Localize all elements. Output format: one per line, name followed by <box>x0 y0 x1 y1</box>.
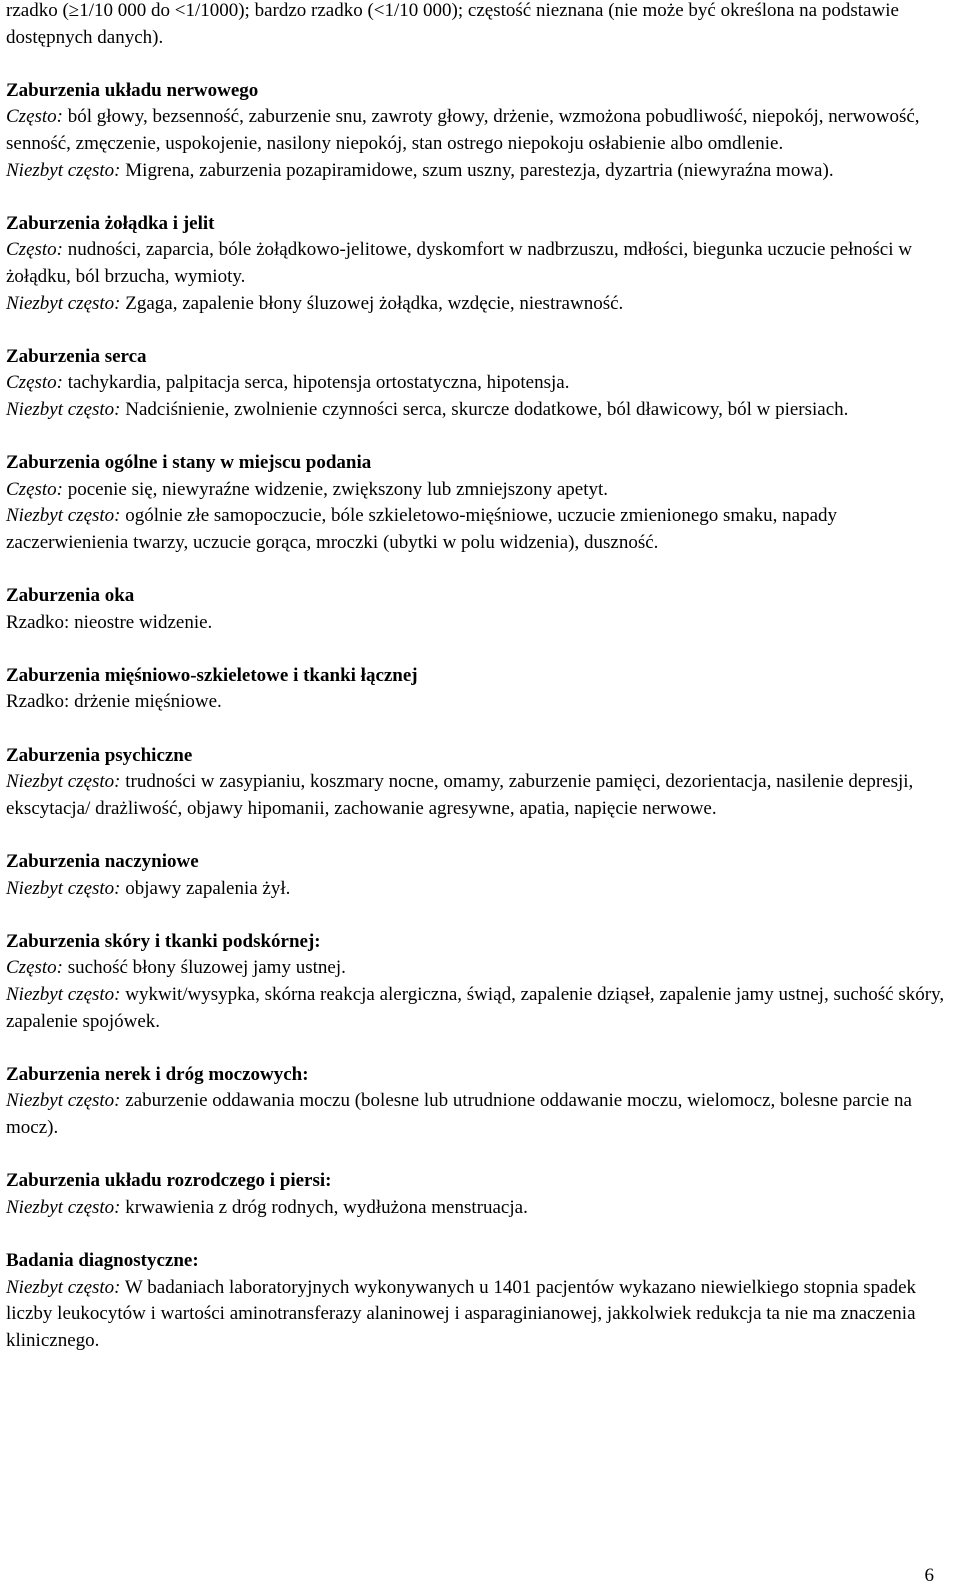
section-heading: Zaburzenia nerek i dróg moczowych: <box>6 1063 309 1085</box>
frequency-text: suchość błony śluzowej jamy ustnej. <box>63 957 346 979</box>
frequency-line <box>6 397 951 424</box>
section <box>6 583 951 636</box>
frequency-text: Nadciśnienie, zwolnienie czynności serca, skurcze dodatkowe, ból dławicowy, ból w piersiach. <box>120 398 849 420</box>
section-heading: Zaburzenia żołądka i jelit <box>6 212 215 234</box>
frequency-text: Migrena, zaburzenia pozapiramidowe, szum uszny, parestezja, dyzartria (niewyraźna mowa). <box>120 159 834 181</box>
frequency-label: Niezbyt często: <box>6 1276 121 1298</box>
section-heading: Zaburzenia psychiczne <box>6 744 193 766</box>
frequency-line <box>6 1088 951 1141</box>
frequency-label: Niezbyt często: <box>6 771 121 793</box>
section <box>6 450 951 556</box>
section <box>6 78 951 184</box>
frequency-text: ból głowy, bezsenność, zaburzenie snu, zawroty głowy, drżenie, wzmożona pobudliwość, niepokój, nerwowość, senność, zmęczenie, uspokojenie, nasilony niepokój, stan ostrego niepokoju osłabienie albo omdlenie. <box>6 106 920 154</box>
section-heading: Badania diagnostyczne: <box>6 1249 199 1271</box>
frequency-line <box>6 1195 951 1222</box>
section <box>6 663 951 716</box>
frequency-label: Niezbyt często: <box>6 1196 121 1218</box>
frequency-line <box>6 610 951 637</box>
frequency-label: Często: <box>6 957 63 979</box>
section-heading: Zaburzenia skóry i tkanki podskórnej: <box>6 930 321 952</box>
frequency-line <box>6 237 951 290</box>
frequency-line <box>6 689 951 716</box>
frequency-text: trudności w zasypianiu, koszmary nocne, omamy, zaburzenie pamięci, dezorientacja, nasilenie depresji, ekscytacja/ drażliwość, objawy hipomanii, zachowanie agresywne, apatia, napięcie nerwowe. <box>6 771 914 819</box>
frequency-text: nudności, zaparcia, bóle żołądkowo-jelitowe, dyskomfort w nadbrzuszu, mdłości, biegunka uczucie pełności w żołądku, ból brzucha, wymioty. <box>6 239 912 287</box>
frequency-label: Często: <box>6 372 63 394</box>
frequency-label: Niezbyt często: <box>6 877 121 899</box>
frequency-line <box>6 503 951 556</box>
section <box>6 344 951 424</box>
section-heading: Zaburzenia ogólne i stany w miejscu podania <box>6 452 372 474</box>
frequency-line <box>6 291 951 318</box>
section <box>6 211 951 317</box>
section <box>6 929 951 1035</box>
frequency-text: ogólnie złe samopoczucie, bóle szkieletowo-mięśniowe, uczucie zmienionego smaku, napady zaczerwienienia twarzy, uczucie gorąca, mroczki (ubytki w polu widzenia), duszność. <box>6 505 837 553</box>
frequency-text: zaburzenie oddawania moczu (bolesne lub utrudnione oddawanie moczu, wielomocz, bolesne parcie na mocz). <box>6 1090 912 1138</box>
document-page <box>6 0 951 1381</box>
frequency-label: Często: <box>6 106 63 128</box>
frequency-line <box>6 876 951 903</box>
sections-container <box>6 78 951 1355</box>
section-heading: Zaburzenia układu rozrodczego i piersi: <box>6 1170 332 1192</box>
frequency-line <box>6 982 951 1035</box>
frequency-label: Niezbyt często: <box>6 505 121 527</box>
frequency-line <box>6 104 951 157</box>
frequency-text: Rzadko: drżenie mięśniowe. <box>6 691 222 713</box>
frequency-text: wykwit/wysypka, skórna reakcja alergiczna, świąd, zapalenie dziąseł, zapalenie jamy ustnej, suchość skóry, zapalenie spojówek. <box>6 983 945 1032</box>
intro-paragraph: rzadko (≥1/10 000 do <1/1000); bardzo rzadko (<1/10 000); częstość nieznana (nie może być określona na podstawie dostępnych danych). <box>6 0 899 48</box>
frequency-label: Niezbyt często: <box>6 292 121 314</box>
section-heading: Zaburzenia serca <box>6 345 147 367</box>
frequency-text: Zgaga, zapalenie błony śluzowej żołądka, wzdęcie, niestrawność. <box>120 292 624 314</box>
frequency-label: Niezbyt często: <box>6 983 121 1005</box>
section <box>6 849 951 902</box>
section-heading: Zaburzenia mięśniowo-szkieletowe i tkanki łącznej <box>6 664 418 686</box>
frequency-line <box>6 769 951 822</box>
frequency-label: Często: <box>6 478 63 500</box>
frequency-text: pocenie się, niewyraźne widzenie, zwiększony lub zmniejszony apetyt. <box>63 478 608 500</box>
frequency-text: Rzadko: nieostre widzenie. <box>6 611 213 633</box>
section <box>6 743 951 823</box>
frequency-label: Niezbyt często: <box>6 159 121 181</box>
section-heading: Zaburzenia naczyniowe <box>6 851 199 872</box>
frequency-line <box>6 1275 951 1355</box>
frequency-text: krwawienia z dróg rodnych, wydłużona menstruacja. <box>120 1196 528 1218</box>
section <box>6 1168 951 1221</box>
frequency-line <box>6 477 951 504</box>
page-number: 6 <box>924 1565 934 1586</box>
section <box>6 1248 951 1354</box>
frequency-label: Niezbyt często: <box>6 398 121 420</box>
frequency-label: Niezbyt często: <box>6 1090 121 1112</box>
frequency-line <box>6 158 951 185</box>
frequency-text: objawy zapalenia żył. <box>120 877 291 899</box>
section <box>6 1062 951 1142</box>
section-heading: Zaburzenia oka <box>6 585 135 607</box>
section-heading: Zaburzenia układu nerwowego <box>6 79 259 101</box>
frequency-text: tachykardia, palpitacja serca, hipotensja ortostatyczna, hipotensja. <box>63 372 570 394</box>
frequency-label: Często: <box>6 239 63 261</box>
frequency-text: W badaniach laboratoryjnych wykonywanych u 1401 pacjentów wykazano niewielkiego stopnia spadek liczby leukocytów i wartości aminotransferazy alaninowej i asparaginianowej, jakkolwiek redukcja ta nie ma znaczenia klinicznego. <box>6 1276 917 1351</box>
frequency-line <box>6 955 951 982</box>
frequency-line <box>6 370 951 397</box>
